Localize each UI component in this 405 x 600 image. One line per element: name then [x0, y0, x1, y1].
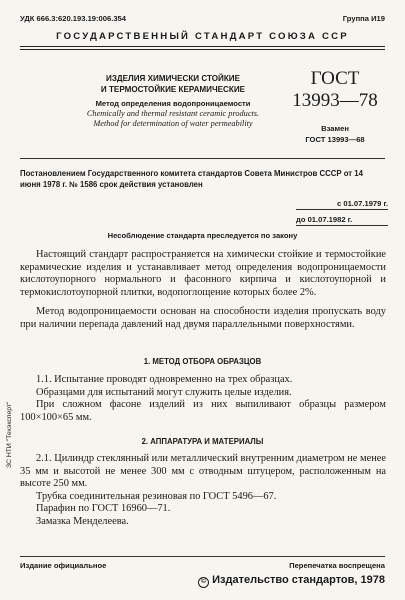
section-2-para-3: Парафин по ГОСТ 16960—71.: [36, 503, 171, 515]
intro-text-2: Метод водопроницаемости основан на способности изделия пропускать воду при наличии перепада давлений над двумя параллельными поверхностями.: [20, 306, 386, 330]
gost-number: 13993—78: [292, 90, 378, 111]
valid-to: до 01.07.1982 г.: [296, 215, 388, 226]
title-line-2: И ТЕРМОСТОЙКИЕ КЕРАМИЧЕСКИЕ: [100, 85, 246, 94]
footer-rule: [20, 556, 385, 557]
copyright: [198, 574, 385, 588]
title-rule: [20, 158, 385, 159]
footer-row: [20, 561, 385, 570]
group-code: Группа И19: [342, 14, 385, 23]
gost-block: [280, 68, 390, 144]
section-2-heading: 2. АППАРАТУРА И МАТЕРИАЛЫ: [141, 437, 264, 446]
publisher: Издательство стандартов, 1978: [212, 574, 385, 586]
banner-rule: [20, 46, 385, 47]
official-edition: Издание официальное: [20, 561, 107, 570]
title-block: [70, 73, 276, 129]
standard-banner: ГОСУДАРСТВЕННЫЙ СТАНДАРТ СОЮЗА ССР: [56, 31, 349, 42]
side-stamp: ЗС НТИ "Техэксперт": [6, 401, 13, 468]
title-line-1: ИЗДЕЛИЯ ХИМИЧЕСКИ СТОЙКИЕ: [106, 74, 240, 83]
subtitle-en-line-1: Chemically and thermal resistant ceramic products.: [86, 109, 260, 118]
subtitle-en-line-2: Method for determination of water permeability: [93, 119, 253, 128]
valid-from: с 01.07.1979 г.: [296, 199, 388, 210]
subtitle-ru: Метод определения водопроницаемости: [95, 99, 251, 108]
section-2-para-1: 2.1. Цилиндр стеклянный или металлический внутренним диаметром не менее 35 мм и высотой не менее 300 мм с отводным штуцером, расположенным на высоте 250 мм.: [20, 453, 386, 490]
intro-text-1: Настоящий стандарт распространяется на химически стойкие и термостойкие керамические изделия и устанавливает метод определения водопроницаемости кислотоупорного нормального и фасонного кирпича и кислотоупорной и термокислотоупорной плитки, водопоглощение которых более 2%.: [20, 249, 386, 298]
section-2-para-4: Замазка Менделеева.: [36, 515, 129, 527]
section-1-body: [20, 374, 386, 424]
udk-code: УДК 666.3:620.193.19:006.354: [20, 14, 127, 23]
replaced-value: ГОСТ 13993—68: [305, 135, 365, 144]
section-2-body: [20, 453, 386, 529]
decree-text: Постановлением Государственного комитета стандартов Совета Министров СССР от 14 июня 1978 г. № 1586 срок действия установлен: [20, 169, 363, 189]
legal-notice: Несоблюдение стандарта преследуется по закону: [107, 231, 298, 240]
copyright-icon: ©: [198, 577, 209, 588]
section-2-para-2: Трубка соединительная резиновая по ГОСТ 5496—67.: [36, 490, 277, 502]
section-1-para-3: При сложном фасоне изделий из них выпиливают образцы размером 100×100×65 мм.: [20, 399, 386, 423]
replaced-label: Взамен: [321, 124, 349, 133]
gost-label: ГОСТ: [310, 68, 360, 89]
banner-rule-thin: [20, 49, 385, 50]
section-1-heading: 1. МЕТОД ОТБОРА ОБРАЗЦОВ: [143, 357, 262, 366]
header-row: [20, 14, 385, 23]
validity-dates: [296, 199, 388, 231]
intro-paragraph-1: [20, 249, 386, 299]
section-1-para-2: Образцами для испытаний могут служить целые изделия.: [36, 386, 292, 398]
intro-paragraph-2: [20, 306, 386, 331]
reprint-notice: Перепечатка воспрещена: [289, 561, 385, 570]
section-1-para-1: 1.1. Испытание проводят одновременно на трех образцах.: [36, 374, 293, 385]
